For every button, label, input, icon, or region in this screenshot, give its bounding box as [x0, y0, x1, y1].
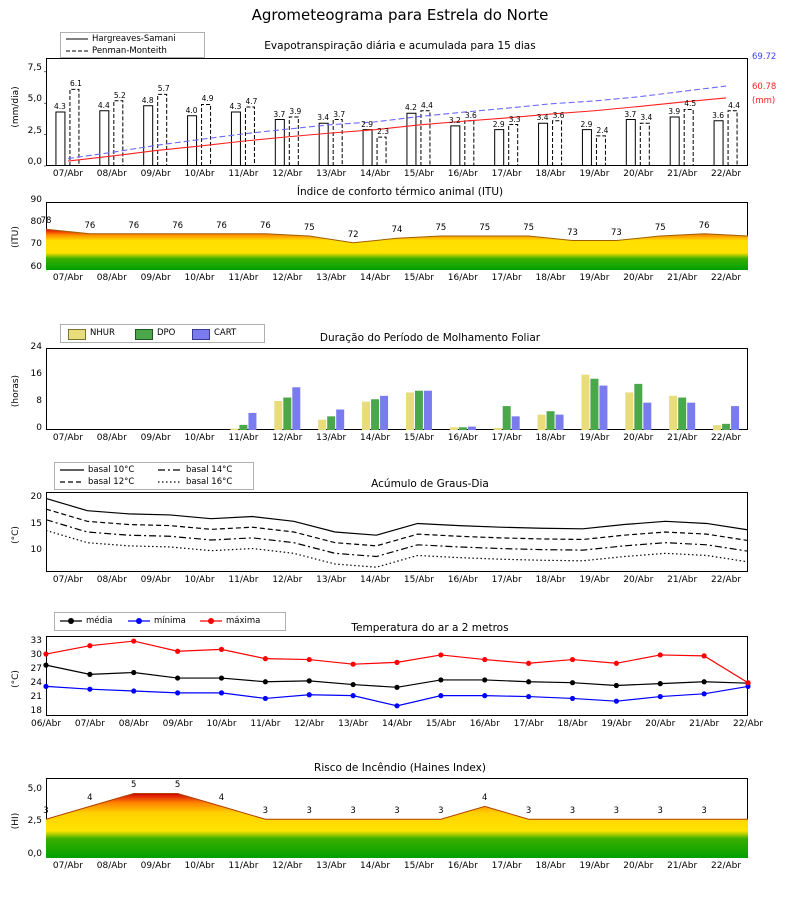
xtick-haines-6: 13/Abr	[316, 861, 347, 871]
ytick-itu-1: 70	[30, 239, 42, 249]
ytick-evapo-1: 2,5	[27, 126, 42, 136]
itu-value-1: 76	[84, 220, 96, 231]
xtick-evapo-10: 17/Abr	[491, 169, 522, 179]
ytick-evapo-3: 7,5	[27, 63, 42, 73]
xtick-molhamento-14: 21/Abr	[667, 433, 698, 443]
legend-label-penman: Penman-Monteith	[92, 46, 167, 56]
xtick-haines-12: 19/Abr	[579, 861, 610, 871]
ytick-graus-1: 15	[30, 519, 42, 529]
ytick-haines-1: 2,5	[27, 816, 42, 826]
ytick-molh-3: 24	[30, 342, 42, 352]
xtick-temp-15: 21/Abr	[689, 719, 720, 729]
xtick-molhamento-1: 08/Abr	[96, 433, 127, 443]
ytick-evapo-2: 5,0	[27, 94, 42, 104]
evapo-pm-value-2: 5.7	[157, 84, 170, 94]
evapo-pm-value-12: 2.4	[596, 125, 609, 135]
xtick-temp-11: 17/Abr	[513, 719, 544, 729]
xtick-itu-3: 10/Abr	[184, 273, 215, 283]
panel-molhamento	[0, 318, 800, 448]
ylabel-haines: (HI)	[11, 812, 21, 830]
legend-label-maxima: máxima	[226, 616, 261, 626]
xtick-evapo-5: 12/Abr	[272, 169, 303, 179]
evapo-pm-value-0: 6.1	[69, 79, 82, 89]
xtick-evapo-3: 10/Abr	[184, 169, 215, 179]
panel-haines	[0, 752, 800, 882]
evapo-pm-value-7: 2.3	[377, 127, 390, 137]
xtick-haines-10: 17/Abr	[491, 861, 522, 871]
ytick-itu-2: 80	[30, 217, 42, 227]
xtick-evapo-0: 07/Abr	[52, 169, 83, 179]
evapo-pm-value-15: 4.4	[728, 100, 741, 110]
legend-label-minima: mínima	[154, 616, 186, 626]
xtick-evapo-15: 22/Abr	[711, 169, 742, 179]
ytick-temp-5: 33	[30, 636, 42, 646]
panel-title-temp: Temperatura do ar a 2 metros	[351, 622, 509, 634]
xtick-graus-12: 19/Abr	[579, 575, 610, 585]
xtick-molhamento-0: 07/Abr	[52, 433, 83, 443]
xtick-itu-2: 09/Abr	[140, 273, 171, 283]
legend-label-basal10: basal 10°C	[88, 465, 135, 475]
xtick-molhamento-11: 18/Abr	[535, 433, 566, 443]
acum-hargreaves-label: 60.78	[752, 82, 777, 92]
xtick-graus-13: 20/Abr	[623, 575, 654, 585]
panel-temperatura	[0, 604, 800, 734]
itu-value-10: 75	[479, 223, 491, 233]
xtick-graus-7: 14/Abr	[360, 575, 391, 585]
evapo-hs-value-4: 4.3	[229, 102, 242, 111]
xtick-evapo-8: 15/Abr	[403, 169, 434, 179]
evapo-hs-value-0: 4.3	[53, 102, 66, 111]
xtick-haines-14: 21/Abr	[667, 861, 698, 871]
evapo-hs-value-1: 4.4	[97, 100, 110, 110]
xtick-molhamento-15: 22/Abr	[711, 433, 742, 443]
xtick-molhamento-6: 13/Abr	[316, 433, 347, 443]
ytick-itu-0: 60	[30, 262, 42, 272]
haines-value-1: 4	[87, 793, 93, 804]
xtick-molhamento-8: 15/Abr	[403, 433, 434, 443]
xtick-itu-5: 12/Abr	[272, 273, 303, 283]
ytick-graus-2: 20	[30, 492, 42, 502]
ytick-itu-3: 90	[30, 195, 42, 205]
xtick-temp-5: 11/Abr	[250, 719, 281, 729]
ytick-graus-0: 10	[30, 545, 42, 555]
legend-label-dpo: DPO	[157, 328, 176, 338]
xtick-evapo-14: 21/Abr	[667, 169, 698, 179]
xtick-itu-0: 07/Abr	[52, 273, 83, 283]
haines-value-10: 4	[482, 793, 488, 804]
xtick-molhamento-3: 10/Abr	[184, 433, 215, 443]
ytick-temp-0: 18	[30, 706, 42, 716]
ytick-temp-1: 21	[30, 692, 42, 702]
evapo-hs-value-15: 3.6	[712, 110, 725, 120]
xtick-itu-9: 16/Abr	[447, 273, 478, 283]
haines-value-12: 3	[569, 806, 576, 817]
ytick-haines-0: 0,0	[27, 849, 42, 859]
xtick-temp-9: 15/Abr	[425, 719, 456, 729]
haines-value-2: 5	[131, 780, 137, 791]
evapo-hs-value-14: 3.9	[668, 107, 681, 117]
xtick-itu-13: 20/Abr	[623, 273, 654, 283]
panel-itu	[0, 182, 800, 300]
evapo-hs-value-8: 4.2	[404, 103, 417, 113]
evapo-hs-value-7: 2.9	[361, 119, 374, 129]
evapo-pm-value-3: 4.9	[201, 94, 214, 104]
xtick-temp-0: 06/Abr	[30, 719, 62, 729]
xtick-evapo-1: 08/Abr	[96, 169, 127, 179]
xtick-temp-10: 16/Abr	[469, 719, 500, 729]
haines-value-15: 3	[701, 806, 707, 817]
molhamento-svg	[0, 318, 800, 448]
xtick-molhamento-5: 12/Abr	[272, 433, 303, 443]
xtick-itu-8: 15/Abr	[403, 273, 434, 283]
itu-value-11: 75	[523, 223, 535, 233]
xtick-evapo-4: 11/Abr	[228, 169, 259, 179]
haines-value-7: 3	[350, 806, 356, 817]
evapo-hs-value-5: 3.7	[273, 109, 286, 119]
xtick-graus-6: 13/Abr	[316, 575, 347, 585]
xtick-temp-6: 12/Abr	[294, 719, 325, 729]
xtick-molhamento-7: 14/Abr	[360, 433, 391, 443]
xtick-itu-6: 13/Abr	[316, 273, 347, 283]
ylabel-evapo: (mm/dia)	[11, 86, 21, 128]
xtick-haines-3: 10/Abr	[184, 861, 215, 871]
itu-value-0: 78	[40, 216, 52, 227]
ytick-evapo-0: 0,0	[27, 157, 42, 167]
xtick-haines-0: 07/Abr	[52, 861, 83, 871]
xtick-graus-2: 09/Abr	[140, 575, 171, 585]
legend-label-media: média	[86, 616, 113, 626]
acum-penman-label: 69.72	[752, 52, 777, 62]
itu-value-9: 75	[435, 223, 447, 233]
ytick-haines-2: 5,0	[27, 784, 42, 794]
itu-value-8: 74	[391, 225, 403, 236]
evapo-pm-value-11: 3.6	[552, 110, 565, 120]
legend-label-basal16: basal 16°C	[186, 477, 233, 487]
xtick-graus-8: 15/Abr	[403, 575, 434, 585]
evapo-pm-value-14: 4.5	[684, 99, 697, 109]
xtick-haines-7: 14/Abr	[360, 861, 391, 871]
legend-label-basal12: basal 12°C	[88, 477, 135, 487]
xtick-temp-12: 18/Abr	[557, 719, 588, 729]
xtick-itu-4: 11/Abr	[228, 273, 259, 283]
xtick-temp-14: 20/Abr	[645, 719, 676, 729]
evapo-pm-value-5: 3.9	[289, 107, 302, 117]
itu-value-15: 76	[698, 220, 710, 231]
evapo-hs-value-3: 4.0	[185, 105, 198, 115]
temp-svg	[0, 604, 800, 734]
xtick-haines-15: 22/Abr	[711, 861, 742, 871]
ytick-temp-2: 24	[30, 678, 42, 688]
evapo-pm-value-1: 5.2	[113, 90, 126, 100]
haines-value-13: 3	[613, 806, 620, 817]
xtick-molhamento-12: 19/Abr	[579, 433, 610, 443]
legend-label-hargreaves: Hargreaves-Samani	[92, 34, 176, 44]
ytick-molh-1: 8	[36, 396, 42, 406]
ylabel-graus: (°C)	[11, 526, 21, 544]
haines-value-14: 3	[657, 806, 663, 817]
page-title: Agrometeograma para Estrela do Norte	[251, 6, 549, 24]
xtick-graus-10: 17/Abr	[491, 575, 522, 585]
itu-value-12: 73	[567, 227, 578, 238]
panel-title-itu: Índice de conforto térmico animal (ITU)	[296, 186, 504, 198]
xtick-evapo-6: 13/Abr	[316, 169, 347, 179]
evapo-pm-value-4: 4.7	[245, 96, 258, 106]
itu-value-5: 76	[259, 220, 271, 231]
xtick-evapo-7: 14/Abr	[360, 169, 391, 179]
haines-value-9: 3	[438, 806, 444, 817]
xtick-temp-8: 14/Abr	[381, 719, 413, 729]
evapo-hs-value-11: 3.4	[536, 113, 549, 123]
evapo-hs-value-10: 2.9	[492, 119, 505, 129]
ytick-molh-0: 0	[36, 423, 42, 433]
xtick-evapo-9: 16/Abr	[447, 169, 478, 179]
legend-label-nhur: NHUR	[90, 328, 115, 338]
haines-value-11: 3	[525, 806, 532, 817]
xtick-molhamento-10: 17/Abr	[491, 433, 522, 443]
xtick-temp-2: 08/Abr	[118, 719, 149, 729]
xtick-temp-4: 10/Abr	[206, 719, 237, 729]
itu-value-2: 76	[128, 220, 140, 231]
haines-value-8: 3	[394, 806, 400, 817]
evapo-hs-value-2: 4.8	[141, 95, 154, 105]
panel-title-graus: Acúmulo de Graus-Dia	[371, 478, 489, 490]
itu-value-3: 76	[172, 220, 184, 231]
evapo-pm-value-13: 3.4	[640, 113, 653, 123]
ytick-molh-2: 16	[30, 369, 42, 379]
ylabel-itu: (ITU)	[11, 226, 21, 248]
panel-title-evapo: Evapotranspiração diária e acumulada para 15 dias	[264, 40, 536, 52]
xtick-itu-12: 19/Abr	[579, 273, 610, 283]
xtick-haines-2: 09/Abr	[140, 861, 171, 871]
itu-value-7: 72	[347, 229, 359, 240]
xtick-molhamento-13: 20/Abr	[623, 433, 654, 443]
evapo-pm-value-10: 3.3	[508, 114, 521, 124]
xtick-haines-13: 20/Abr	[623, 861, 654, 871]
xtick-graus-0: 07/Abr	[52, 575, 83, 585]
evapo-hs-value-9: 3.2	[448, 115, 461, 125]
xtick-haines-9: 16/Abr	[447, 861, 478, 871]
ytick-temp-4: 30	[30, 650, 42, 660]
itu-value-13: 73	[610, 227, 622, 238]
xtick-itu-10: 17/Abr	[491, 273, 522, 283]
xtick-haines-5: 12/Abr	[272, 861, 303, 871]
xtick-evapo-11: 18/Abr	[535, 169, 566, 179]
xtick-graus-4: 11/Abr	[228, 575, 259, 585]
haines-value-4: 4	[218, 793, 225, 804]
evapo-hs-value-6: 3.4	[317, 113, 330, 123]
xtick-temp-3: 09/Abr	[162, 719, 193, 729]
xtick-haines-1: 08/Abr	[96, 861, 127, 871]
xtick-graus-15: 22/Abr	[711, 575, 742, 585]
xtick-itu-14: 21/Abr	[667, 273, 698, 283]
xtick-temp-1: 07/Abr	[74, 719, 105, 729]
evapo-hs-value-12: 2.9	[580, 119, 593, 129]
xtick-molhamento-4: 11/Abr	[228, 433, 259, 443]
xtick-haines-11: 18/Abr	[535, 861, 566, 871]
xtick-itu-15: 22/Abr	[711, 273, 742, 283]
legend-label-cart: CART	[214, 328, 237, 338]
xtick-haines-4: 11/Abr	[228, 861, 259, 871]
xtick-evapo-12: 19/Abr	[579, 169, 610, 179]
xtick-graus-1: 08/Abr	[96, 575, 127, 585]
panel-title-haines: Risco de Incêndio (Haines Index)	[314, 762, 486, 774]
panel-graus-dia	[0, 460, 800, 590]
xtick-itu-1: 08/Abr	[96, 273, 127, 283]
itu-value-4: 76	[216, 220, 227, 231]
ylabel-temp: (°C)	[11, 670, 21, 688]
xtick-graus-11: 18/Abr	[535, 575, 566, 585]
xtick-graus-9: 16/Abr	[447, 575, 478, 585]
xtick-itu-7: 14/Abr	[360, 273, 391, 283]
panel-title-molhamento: Duração do Período de Molhamento Foliar	[319, 332, 541, 344]
haines-value-5: 3	[262, 806, 269, 817]
xtick-temp-13: 19/Abr	[601, 719, 632, 729]
ylabel-molhamento: (horas)	[11, 374, 21, 408]
evapo-pm-value-9: 3.6	[464, 110, 477, 120]
legend-label-basal14: basal 14°C	[186, 465, 233, 475]
panel-evapotranspiracao	[0, 30, 800, 179]
xtick-graus-3: 10/Abr	[184, 575, 215, 585]
xtick-temp-16: 22/Abr	[732, 719, 764, 729]
xtick-haines-8: 15/Abr	[403, 861, 434, 871]
haines-value-3: 5	[174, 780, 181, 791]
xtick-temp-7: 13/Abr	[338, 719, 369, 729]
acum-unit-label: (mm)	[752, 96, 776, 106]
xtick-itu-11: 18/Abr	[535, 273, 566, 283]
itu-value-6: 75	[303, 223, 315, 233]
xtick-graus-5: 12/Abr	[272, 575, 303, 585]
xtick-evapo-2: 09/Abr	[140, 169, 171, 179]
evapo-pm-value-6: 3.7	[333, 109, 346, 119]
evapo-hs-value-13: 3.7	[624, 109, 637, 119]
itu-value-14: 75	[654, 223, 666, 233]
xtick-evapo-13: 20/Abr	[623, 169, 654, 179]
haines-value-0: 3	[43, 806, 49, 817]
xtick-graus-14: 21/Abr	[667, 575, 698, 585]
ytick-temp-3: 27	[30, 664, 42, 674]
haines-value-6: 3	[306, 806, 312, 817]
xtick-molhamento-2: 09/Abr	[140, 433, 171, 443]
evapo-pm-value-8: 4.4	[420, 100, 433, 110]
xtick-molhamento-9: 16/Abr	[447, 433, 478, 443]
